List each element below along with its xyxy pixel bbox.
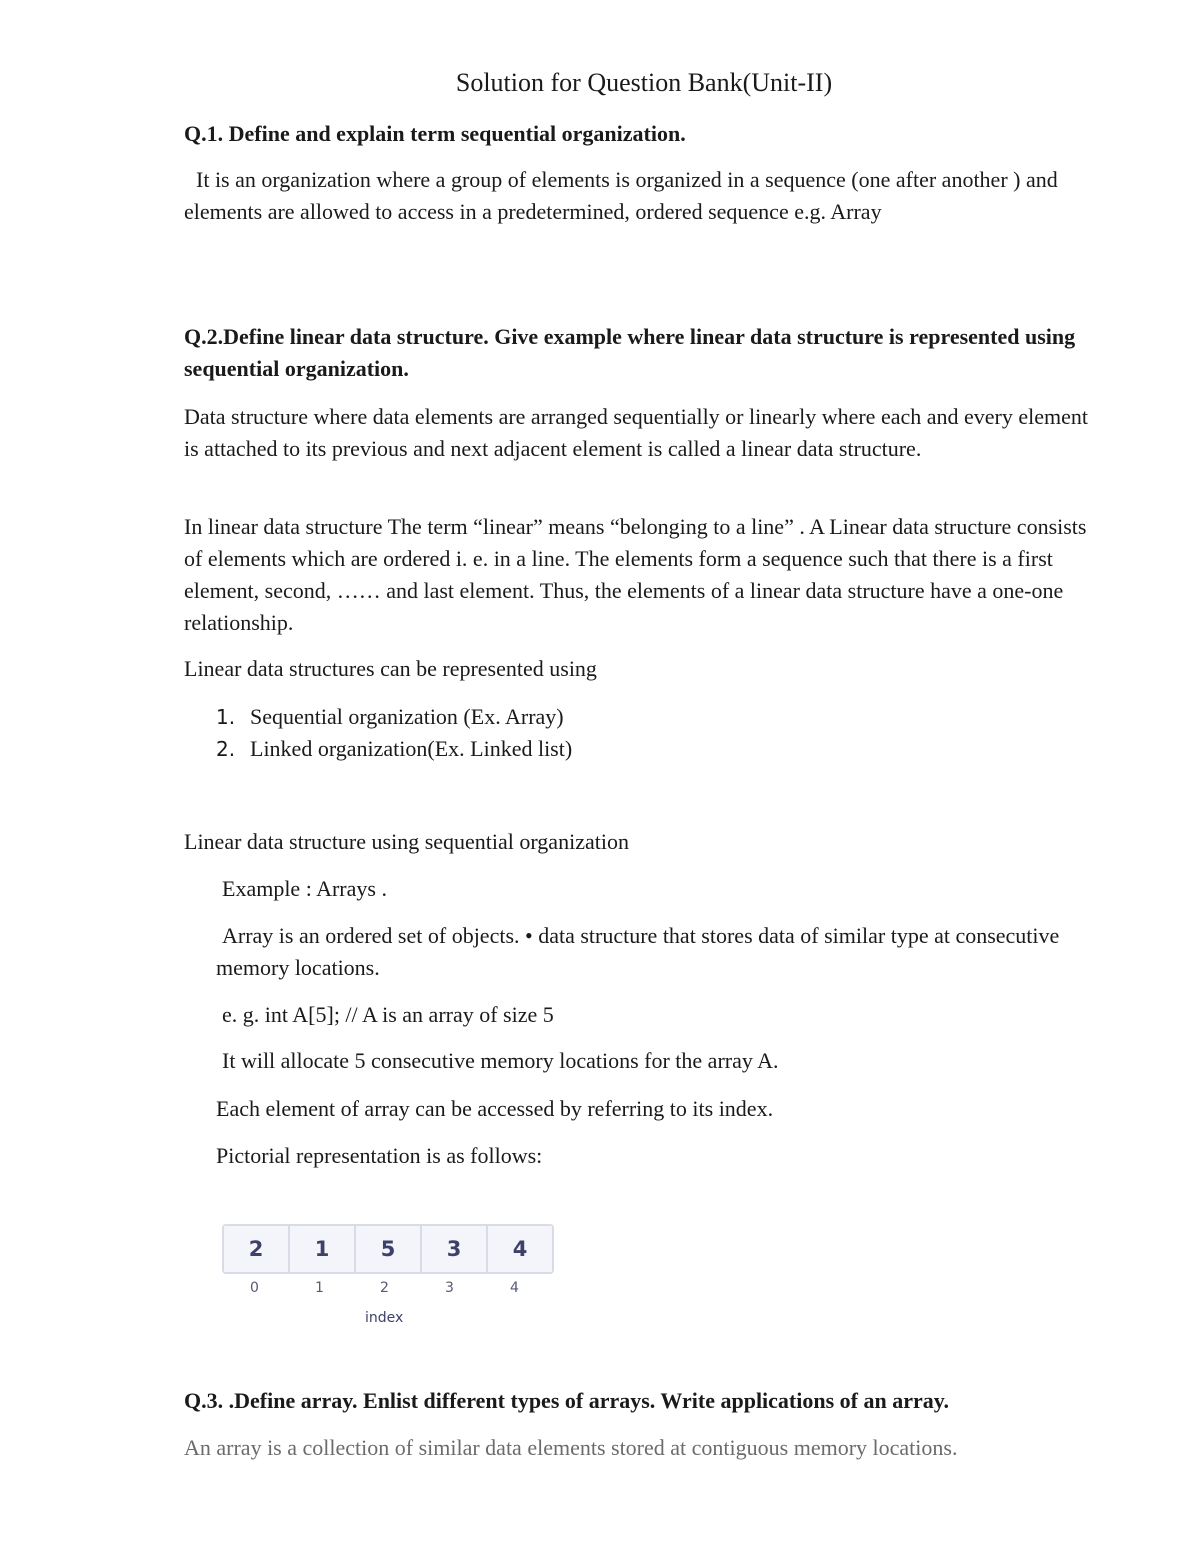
representation-list [216, 701, 572, 765]
list-number: 1. [216, 705, 236, 729]
q2-question: Q.2.Define linear data structure. Give example where linear data structure is represented using sequential organization. [184, 324, 1076, 381]
q1-question: Q.1. Define and explain term sequential organization. [184, 121, 686, 146]
array-cell: 5 [356, 1226, 422, 1272]
array-index: 3 [445, 1280, 454, 1296]
list-text: Linked organization(Ex. Linked list) [250, 736, 573, 761]
array-cells [222, 1224, 554, 1274]
array-index: 1 [315, 1280, 324, 1296]
page-title: Solution for Question Bank(Unit-II) [455, 68, 833, 97]
code-example: e. g. int A[5]; // A is an array of size 5 [222, 1002, 554, 1027]
array-definition: Array is an ordered set of objects. • data structure that stores data of similar type at consecutive memory locations. [216, 923, 1060, 980]
q1-answer: It is an organization where a group of elements is organized in a sequence (one after another ) and elements are allowed to access in a predetermined, ordered sequence e.g. Array [184, 167, 1058, 224]
list-text: Sequential organization (Ex. Array) [250, 704, 564, 729]
array-index: 0 [250, 1280, 259, 1296]
list-item [216, 733, 572, 765]
q3-question: Q.3. .Define array. Enlist different types of arrays. Write applications of an array. [184, 1388, 950, 1413]
array-cell: 1 [290, 1226, 356, 1272]
index-label: index [365, 1310, 404, 1326]
q2-para-represented: Linear data structures can be represented using [184, 656, 597, 681]
list-item [216, 701, 572, 733]
array-diagram [222, 1224, 554, 1326]
q2-para-linear: In linear data structure The term “linear” means “belonging to a line” . A Linear data structure consists of elements which are ordered i. e. in a line. The elements form a sequence such that there is a first element, second, …… and last element. Thus, the elements of a linear data structure have a one-one relationship. [184, 514, 1087, 635]
list-number: 2. [216, 737, 236, 761]
array-index: 4 [510, 1280, 519, 1296]
q2-para-sequential: Linear data structure using sequential organization [184, 829, 629, 854]
array-cell: 2 [224, 1226, 290, 1272]
array-indices [222, 1280, 554, 1296]
array-index: 2 [380, 1280, 389, 1296]
array-cell: 3 [422, 1226, 488, 1272]
q3-answer: An array is a collection of similar data elements stored at contiguous memory locations. [184, 1435, 958, 1460]
access-line: Each element of array can be accessed by referring to its index. [216, 1096, 774, 1121]
q2-para-definition: Data structure where data elements are arranged sequentially or linearly where each and every element is attached to its previous and next adjacent element is called a linear data structure. [184, 404, 1088, 461]
example-line: Example : Arrays . [222, 876, 387, 901]
array-cell: 4 [488, 1226, 552, 1272]
allocate-line: It will allocate 5 consecutive memory locations for the array A. [222, 1048, 779, 1073]
pictorial-line: Pictorial representation is as follows: [216, 1143, 543, 1168]
